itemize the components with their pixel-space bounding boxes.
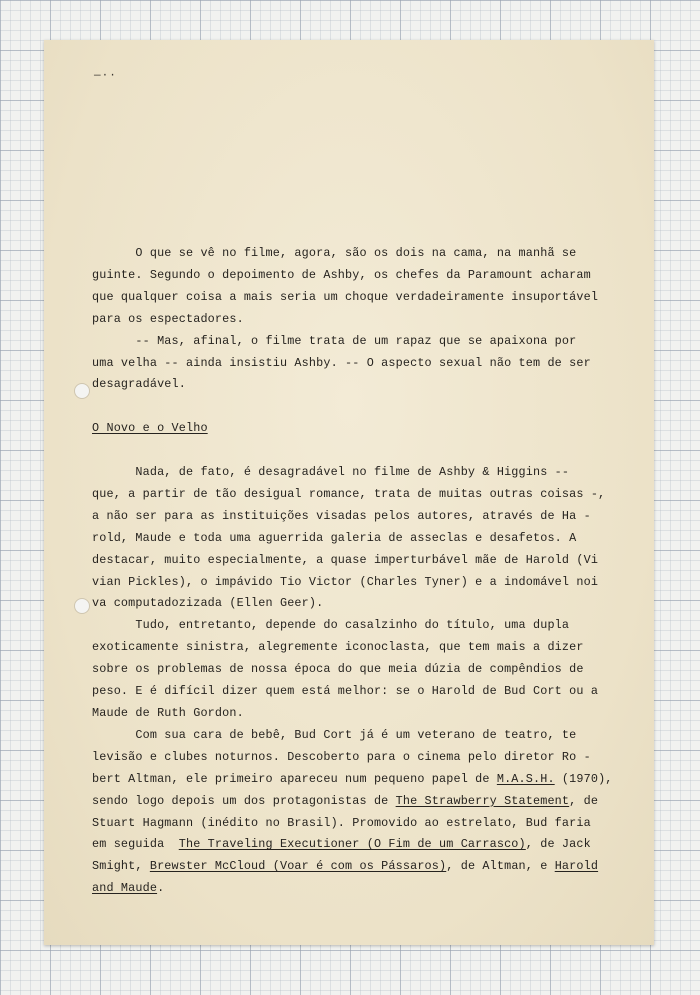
- document-body: [92, 243, 652, 900]
- text-segment: , de: [569, 793, 599, 808]
- text-segment: sendo logo depois um dos protagonistas de: [92, 793, 396, 808]
- text-line: [92, 243, 652, 265]
- text-line: [92, 813, 652, 835]
- underlined-title: The Traveling Executioner (O Fim de um Carrasco): [178, 837, 526, 852]
- text-line: [92, 856, 652, 878]
- page-mark: —··: [94, 70, 117, 82]
- text-line: [92, 462, 652, 484]
- text-line: [92, 309, 652, 331]
- text-segment: em seguida: [92, 837, 179, 852]
- text-segment: peso. E é difícil dizer quem está melhor: se o Harold de Bud Cort ou a: [92, 684, 599, 699]
- text-segment: Tudo, entretanto, depende do casalzinho do título, uma dupla: [92, 618, 570, 633]
- paragraph-gap: [92, 440, 652, 462]
- text-segment: destacar, muito especialmente, a quase imperturbável mãe de Harold (Vi: [92, 552, 599, 567]
- text-segment: .: [157, 881, 165, 896]
- text-line: [92, 550, 652, 572]
- text-line: [92, 287, 652, 309]
- paragraph-gap: [92, 396, 652, 418]
- text-segment: Maude de Ruth Gordon.: [92, 706, 244, 720]
- text-line: [92, 528, 652, 550]
- text-segment: levisão e clubes noturnos. Descoberto para o cinema pelo diretor Ro -: [92, 749, 591, 764]
- text-segment: va computadozizada (Ellen Geer).: [92, 596, 324, 611]
- text-segment: vian Pickles), o impávido Tio Victor (Charles Tyner) e a indomável noi: [92, 574, 599, 589]
- text-line: [92, 681, 652, 703]
- text-line: [92, 353, 652, 375]
- underlined-title: Harold: [554, 859, 599, 874]
- text-segment: Com sua cara de bebê, Bud Cort já é um veterano de teatro, te: [92, 727, 577, 742]
- text-segment: uma velha -- ainda insistiu Ashby. -- O aspecto sexual não tem de ser: [92, 355, 591, 370]
- text-line: [92, 834, 652, 856]
- underlined-title: O Novo e o Velho: [92, 421, 208, 436]
- text-segment: a não ser para as instituições visadas pelos autores, através de Ha -: [92, 508, 591, 523]
- underlined-title: and Maude: [92, 881, 158, 896]
- text-segment: para os espectadores.: [92, 311, 244, 326]
- text-segment: Smight,: [92, 859, 150, 874]
- text-line: [92, 374, 652, 396]
- text-line: [92, 703, 652, 725]
- text-segment: , de Jack: [525, 837, 591, 852]
- text-segment: , de Altman, e: [446, 859, 555, 874]
- text-line: [92, 593, 652, 615]
- text-line: [92, 659, 652, 681]
- text-line: [92, 878, 652, 900]
- text-line: [92, 637, 652, 659]
- text-line: [92, 769, 652, 791]
- punch-hole-bottom: [74, 598, 90, 614]
- text-line: [92, 331, 652, 353]
- text-line: [92, 484, 652, 506]
- text-segment: que qualquer coisa a mais seria um choque verdadeiramente insuportável: [92, 289, 599, 304]
- section-heading: [92, 418, 652, 440]
- text-line: [92, 747, 652, 769]
- text-line: [92, 265, 652, 287]
- text-line: [92, 725, 652, 747]
- underlined-title: M.A.S.H.: [496, 771, 555, 786]
- typewritten-page: [44, 40, 654, 945]
- text-line: [92, 615, 652, 637]
- text-line: [92, 506, 652, 528]
- text-segment: guinte. Segundo o depoimento de Ashby, os chefes da Paramount acharam: [92, 267, 591, 282]
- text-segment: desagradável.: [92, 377, 186, 392]
- text-segment: -- Mas, afinal, o filme trata de um rapaz que se apaixona por: [92, 333, 577, 348]
- text-line: [92, 791, 652, 813]
- underlined-title: Brewster McCloud (Voar é com os Pássaros): [149, 859, 447, 874]
- text-segment: exoticamente sinistra, alegremente iconoclasta, que tem mais a dizer: [92, 640, 584, 655]
- punch-hole-top: [74, 383, 90, 399]
- text-segment: Stuart Hagmann (inédito no Brasil). Promovido ao estrelato, Bud faria: [92, 815, 591, 830]
- text-segment: rold, Maude e toda uma aguerrida galeria de asseclas e desafetos. A: [92, 530, 577, 545]
- text-segment: sobre os problemas de nossa época do que meia dúzia de compêndios de: [92, 662, 584, 677]
- text-segment: O que se vê no filme, agora, são os dois na cama, na manhã se: [92, 246, 577, 260]
- text-line: [92, 572, 652, 594]
- text-segment: bert Altman, ele primeiro apareceu num pequeno papel de: [92, 771, 497, 786]
- text-segment: Nada, de fato, é desagradável no filme de Ashby & Higgins --: [92, 465, 570, 480]
- text-segment: (1970),: [554, 771, 613, 786]
- text-segment: que, a partir de tão desigual romance, trata de muitas outras coisas -,: [92, 486, 606, 501]
- underlined-title: The Strawberry Statement: [395, 793, 570, 808]
